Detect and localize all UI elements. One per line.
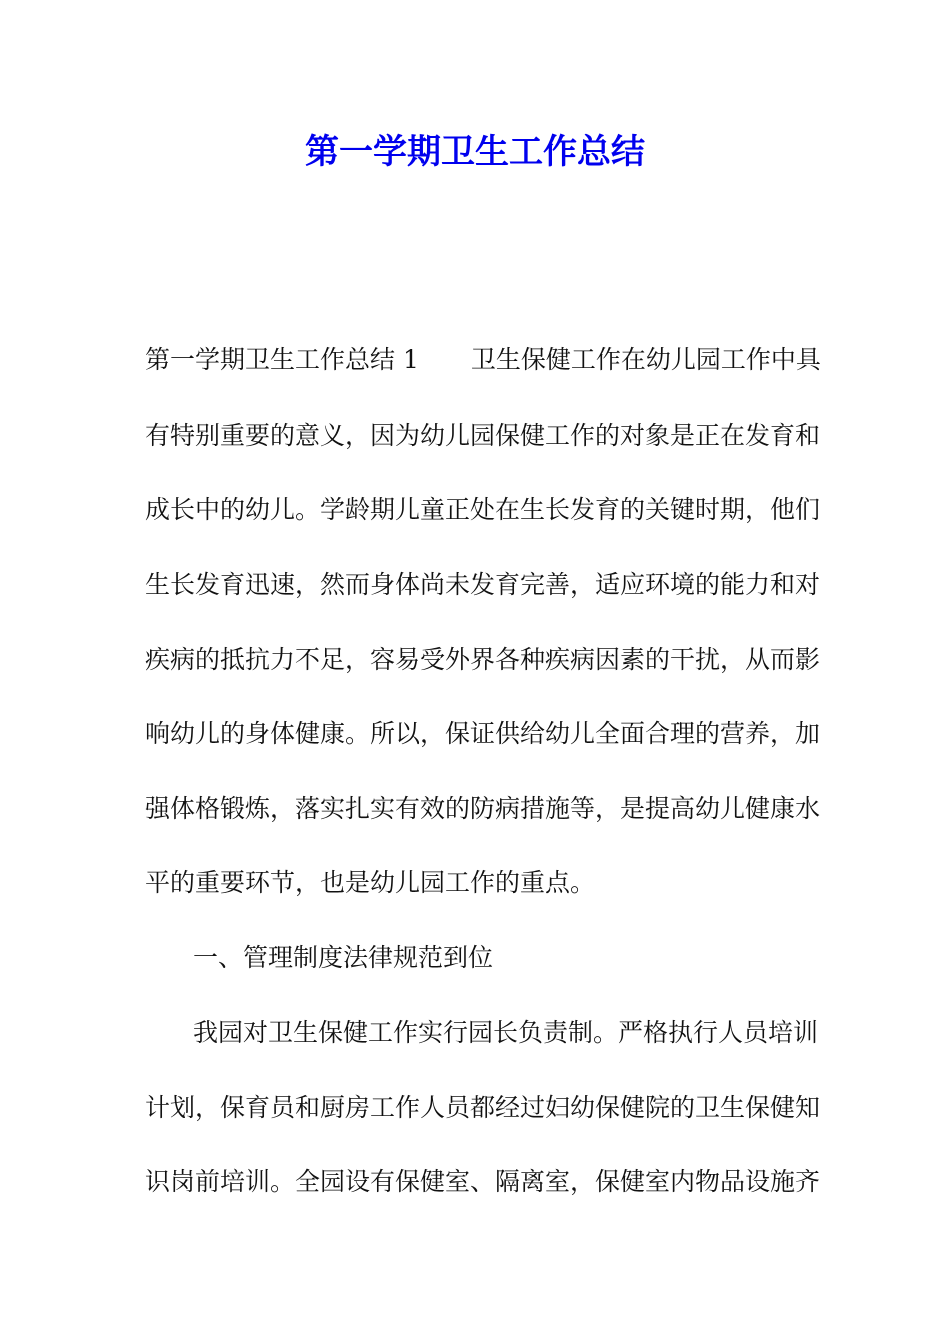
lead-text: 卫生保健工作在幼儿园工作中具: [470, 345, 821, 374]
section-heading: 一、管理制度法律规范到位: [193, 943, 494, 972]
paragraph-line: 响幼儿的身体健康。所以，保证供给幼儿全面合理的营养，加: [145, 719, 821, 748]
paragraph-line-lead: [145, 342, 821, 378]
lead-label: 第一学期卫生工作总结 1: [145, 345, 419, 374]
section-paragraph-line: 我园对卫生保健工作实行园长负责制。严格执行人员培训: [193, 1018, 819, 1047]
paragraph-line: 强体格锻炼，落实扎实有效的防病措施等，是提高幼儿健康水: [145, 794, 821, 823]
paragraph-line: 有特别重要的意义，因为幼儿园保健工作的对象是正在发育和: [145, 421, 821, 450]
document-title: 第一学期卫生工作总结: [305, 132, 645, 172]
paragraph-line: 生长发育迅速，然而身体尚未发育完善，适应环境的能力和对: [145, 570, 821, 599]
section-paragraph-line: 计划，保育员和厨房工作人员都经过妇幼保健院的卫生保健知: [145, 1093, 821, 1122]
paragraph-line: 平的重要环节，也是幼儿园工作的重点。: [145, 868, 596, 897]
paragraph-line: 疾病的抵抗力不足，容易受外界各种疾病因素的干扰，从而影: [145, 645, 821, 674]
paragraph-line: 成长中的幼儿。学龄期儿童正处在生长发育的关键时期，他们: [145, 495, 821, 524]
section-paragraph-line: 识岗前培训。全园设有保健室、隔离室，保健室内物品设施齐: [145, 1167, 821, 1196]
